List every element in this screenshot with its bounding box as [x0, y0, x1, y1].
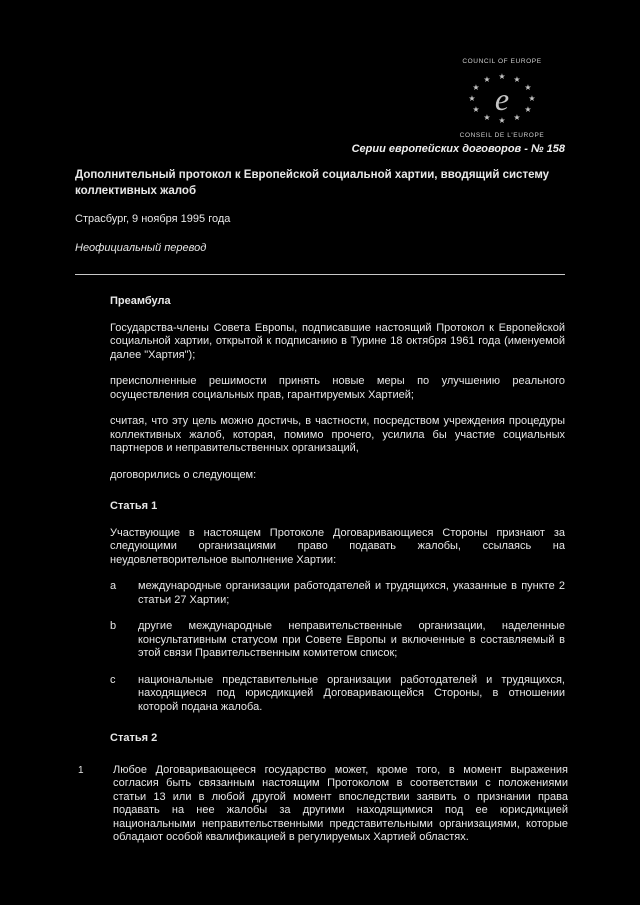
svg-text:★: ★ — [472, 82, 480, 92]
preamble-paragraph: договорились о следующем: — [110, 468, 257, 481]
numbered-item-text: Любое Договаривающееся государство может, кроме того, в момент выражения согласия быть связанным настоящим Протоколом в соответствии с положениями статьи 13 или в любой другой момент впоследствии заявить о признании права подавать на нее жалобы за другими находящимися под ее юрисдикцией национальными неправительственными представительными организациями, которые обладают особой квалификацией в регулируемых Хартией областях. — [113, 763, 568, 843]
preamble-paragraph: считая, что эту цель можно достичь, в частности, посредством учреждения процедуры коллективных жалоб, которая, помимо прочего, усилила бы участие социальных партнеров и неправительственных организаций, — [110, 415, 565, 454]
list-item — [110, 580, 565, 607]
list-item — [110, 674, 565, 715]
list-item-marker: a — [110, 580, 117, 592]
document-title: Дополнительный протокол к Европейской социальной хартии, вводящий систему коллективных жалоб — [75, 169, 550, 197]
treaty-series-line: Серии европейских договоров - № 158 — [351, 143, 565, 155]
svg-text:★: ★ — [528, 93, 536, 103]
council-of-europe-logo-icon — [463, 72, 541, 126]
logo-e-glyph: e — [494, 80, 510, 117]
list-item-marker: b — [110, 620, 117, 632]
council-of-europe-label: COUNCIL OF EUROPE — [462, 58, 542, 65]
list-item-text: другие международные неправительственные организации, наделенные консультативным статусом при Совете Европы и включенные в составляемый в этой связи Правительственным комитетом список; — [138, 620, 565, 659]
article-1-heading: Статья 1 — [110, 500, 158, 512]
svg-text:★: ★ — [513, 74, 521, 84]
horizontal-rule — [75, 274, 565, 275]
list-item — [110, 620, 565, 661]
numbered-item — [75, 763, 568, 845]
svg-text:★: ★ — [498, 71, 506, 81]
list-item-text: национальные представительные организации работодателей и трудящихся, находящиеся под юрисдикцией Договаривающейся Стороны, в отношении которой подана жалоба. — [138, 673, 565, 713]
svg-text:★: ★ — [513, 112, 521, 122]
preamble-heading: Преамбула — [110, 295, 171, 307]
svg-text:★: ★ — [472, 104, 480, 114]
svg-text:★: ★ — [468, 93, 476, 103]
conseil-de-leurope-label: CONSEIL DE L'EUROPE — [459, 131, 545, 139]
article-1-intro: Участвующие в настоящем Протоколе Договаривающиеся Стороны признают за следующими организациями право подавать жалобы, ссылаясь на неудовлетворительное выполнение Хартии: — [110, 526, 565, 566]
svg-text:★: ★ — [483, 74, 491, 84]
place-date-line: Страсбург, 9 ноября 1995 года — [75, 213, 231, 225]
svg-text:★: ★ — [498, 115, 506, 125]
svg-text:★: ★ — [524, 104, 532, 114]
council-of-europe-logo-block — [442, 55, 562, 142]
document-body — [110, 295, 565, 746]
svg-text:★: ★ — [524, 82, 532, 92]
translation-note: Неофициальный перевод — [75, 241, 207, 254]
numbered-item-marker: 1 — [78, 764, 84, 776]
list-item-text: международные организации работодателей и трудящихся, указанные в пункте 2 статьи 27 Хартии; — [138, 580, 565, 606]
preamble-paragraph: Государства-члены Совета Европы, подписавшие настоящий Протокол к Европейской социальной хартии, открытой к подписанию в Турине 18 октября 1961 года (именуемой далее "Хартия"); — [110, 321, 565, 361]
svg-text:★: ★ — [483, 112, 491, 122]
preamble-paragraph: преисполненные решимости принять новые меры по улучшению реального осуществления социальных прав, гарантируемых Хартией; — [110, 375, 565, 401]
article-2-heading: Статья 2 — [110, 732, 158, 744]
list-item-marker: c — [110, 673, 116, 686]
